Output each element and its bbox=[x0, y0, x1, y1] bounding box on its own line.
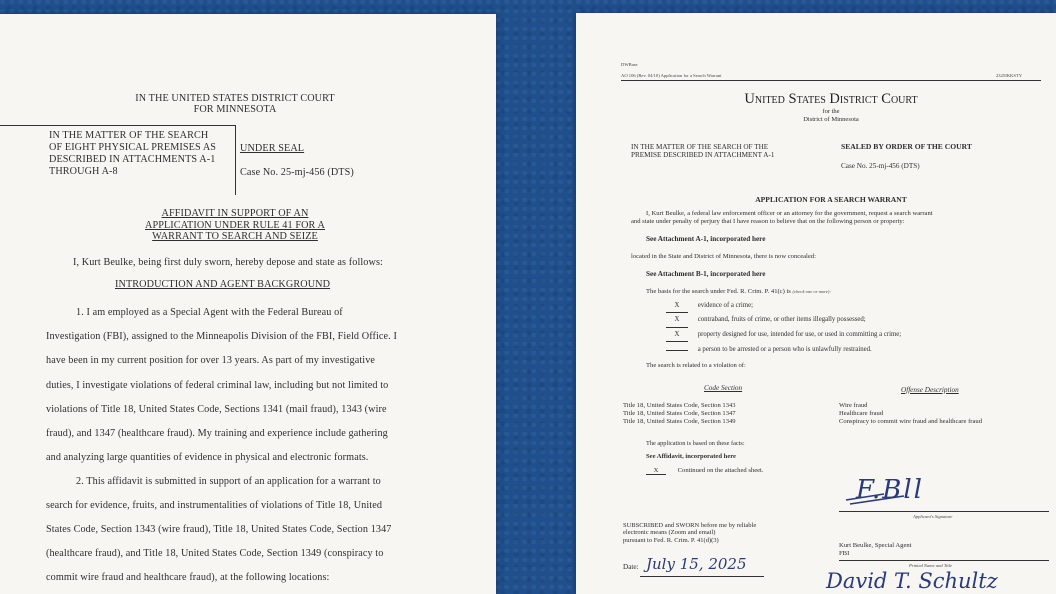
applicant-printed-name: Kurt Beulke, Special Agent FBI bbox=[839, 542, 912, 557]
subscribed-text: SUBSCRIBED and SWORN before me by reliable electronic means (Zoom and email) pursuant to Fed. R. Crim. P. 41(d)(3) bbox=[623, 522, 757, 544]
continued-line: X Continued on the attached sheet. bbox=[646, 467, 764, 475]
case-number: Case No. 25-mj-456 (DTS) bbox=[240, 167, 354, 178]
applicant-signature-line bbox=[839, 511, 1049, 512]
para-line: have been in my current position for over 13 years. As part of my investigative bbox=[46, 355, 376, 367]
date-line bbox=[640, 576, 764, 577]
applicant-signature-label: Applicant's Signature bbox=[913, 514, 953, 519]
para-line: (healthcare fraud), and Title 18, United States Code, Section 1349 (conspiracy to bbox=[46, 548, 384, 559]
para-line: fraud), and 1347 (healthcare fraud). My training and experience include gathering bbox=[46, 428, 388, 440]
attachment-a-ref: See Attachment A-1, incorporated here bbox=[646, 235, 766, 243]
check-mark: X bbox=[666, 299, 688, 313]
related-text: The search is related to a violation of: bbox=[646, 362, 746, 369]
checklist-item: X evidence of a crime; bbox=[666, 299, 901, 313]
signature-stroke bbox=[844, 488, 914, 508]
court-name: IN THE UNITED STATES DISTRICT COURT FOR MINNESOTA bbox=[135, 93, 335, 115]
affidavit-page bbox=[0, 14, 496, 594]
para-line: Investigation (FBI), assigned to the Minneapolis Division of the FBI, Field Office. I bbox=[46, 331, 397, 343]
code-section-header: Code Section bbox=[704, 384, 743, 392]
based-on-text: The application is based on these facts: bbox=[646, 440, 745, 447]
section-heading: INTRODUCTION AND AGENT BACKGROUND bbox=[115, 279, 331, 290]
oath-statement: I, Kurt Beulke, being first duly sworn, hereby depose and state as follows: bbox=[73, 257, 383, 268]
attachment-b-ref: See Attachment B-1, incorporated here bbox=[646, 270, 766, 278]
paragraph-1 bbox=[46, 301, 428, 470]
para-line: search for evidence, fruits, and instrumentalities of violations of Title 18, United bbox=[46, 500, 383, 511]
application-intro: I, Kurt Beulke, a federal law enforcement officer or an attorney for the government, request a search warrant and state under penalty of perjury that I have reason to believe that on the following person or property: bbox=[631, 210, 933, 225]
para-line: 2. This affidavit is submitted in support of an application for a warrant to bbox=[76, 476, 381, 487]
search-warrant-application-page bbox=[576, 13, 1056, 594]
affidavit-title: AFFIDAVIT IN SUPPORT OF AN APPLICATION UNDER RULE 41 FOR A WARRANT TO SEARCH AND SEIZE bbox=[145, 208, 325, 242]
right-case-number: Case No. 25-mj-456 (DTS) bbox=[841, 162, 920, 170]
paragraph-2 bbox=[46, 470, 428, 590]
header-code: DWBase bbox=[621, 62, 638, 67]
basis-text: The basis for the search under Fed. R. Crim. P. 41(c) is (check one or more): bbox=[646, 288, 831, 295]
para-line: States Code, Section 1343 (wire fraud), Title 18, United States Code, Section 1347 bbox=[46, 524, 392, 535]
caption-matter: IN THE MATTER OF THE SEARCH OF EIGHT PHYSICAL PREMISES AS DESCRIBED IN ATTACHMENTS A-1 THROUGH A-8 bbox=[49, 130, 217, 177]
para-line: duties, I investigate violations of federal criminal law, including but not limited to bbox=[46, 379, 389, 391]
for-the: for the bbox=[822, 108, 840, 115]
court-title: United States District Court bbox=[744, 91, 918, 107]
district-name: District of Minnesota bbox=[803, 116, 859, 123]
judge-signature: David T. Schultz bbox=[826, 569, 998, 593]
code-sections: Title 18, United States Code, Section 1343 Title 18, United States Code, Section 1347 Title 18, United States Code, Section 1349 bbox=[623, 402, 736, 425]
check-mark: X bbox=[666, 328, 688, 342]
form-line: AO 106 (Rev. 04/10) Application for a Search Warrant bbox=[621, 73, 722, 78]
printed-name-label: Printed Name and Title bbox=[909, 563, 953, 568]
para-line: and analyzing large quantities of evidence in physical and electronic formats. bbox=[46, 452, 369, 464]
see-affidavit: See Affidavit, incorporated here bbox=[646, 453, 736, 460]
application-title: APPLICATION FOR A SEARCH WARRANT bbox=[755, 195, 907, 204]
date-handwritten: July 15, 2025 bbox=[646, 555, 747, 573]
header-rule bbox=[621, 80, 1041, 81]
continued-check-mark: X bbox=[646, 467, 666, 475]
basis-checklist bbox=[666, 299, 901, 356]
para-line: violations of Title 18, United States Code, Sections 1341 (mail fraud), 1343 (wire bbox=[46, 403, 387, 415]
check-mark: X bbox=[666, 313, 688, 327]
form-ref: 2325IKKSTY bbox=[996, 73, 1023, 78]
sealed-label: SEALED BY ORDER OF THE COURT bbox=[841, 142, 972, 151]
para-line: commit wire fraud and healthcare fraud), at the following locations: bbox=[46, 572, 330, 583]
caption-top-rule bbox=[0, 125, 236, 126]
applicant-signature: F.Bll bbox=[856, 475, 924, 505]
checklist-item: X property designed for use, intended for use, or used in committing a crime; bbox=[666, 328, 901, 342]
matter-caption: IN THE MATTER OF THE SEARCH OF THE PREMISE DESCRIBED IN ATTACHMENT A-1 bbox=[631, 143, 775, 159]
checklist-item: X contraband, fruits of crime, or other items illegally possessed; bbox=[666, 313, 901, 327]
checklist-item: a person to be arrested or a person who is unlawfully restrained. bbox=[666, 342, 901, 356]
para-line: 1. I am employed as a Special Agent with the Federal Bureau of bbox=[76, 307, 343, 318]
located-text: located in the State and District of Minnesota, there is now concealed: bbox=[631, 253, 816, 260]
caption-divider bbox=[235, 125, 236, 195]
offense-descriptions: Wire fraud Healthcare fraud Conspiracy to commit wire fraud and healthcare fraud bbox=[839, 402, 982, 425]
offense-description-header: Offense Description bbox=[901, 386, 959, 394]
check-mark bbox=[666, 342, 688, 351]
printed-name-line bbox=[839, 560, 1049, 561]
date-label: Date: bbox=[623, 563, 639, 571]
under-seal-label: UNDER SEAL bbox=[240, 143, 305, 154]
